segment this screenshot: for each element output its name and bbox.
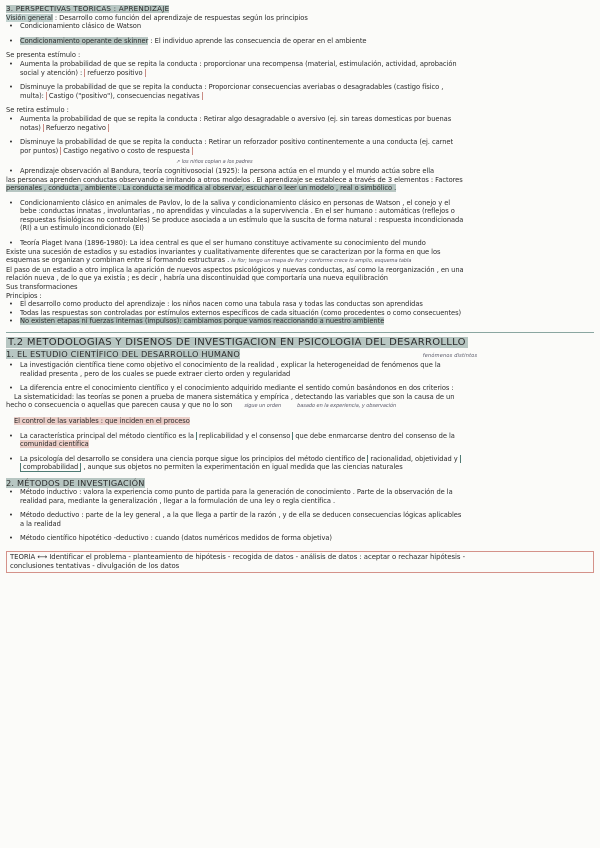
paragraph-line: realidad presenta , pero de los cuales se puede extraer cierto orden y regularidad [20,369,291,378]
list-item: • Todas las respuestas son controladas por estímulos externos específicos de cada situación (como procedentes o como consecuentes) [6,309,594,318]
list-item: • Método inductivo : valora la experiencia como punto de partida para la generación de conocimiento . Parte de la observación de la [6,488,594,497]
list-item-cont: social y atención) : refuerzo positivo [6,69,594,78]
list-item: • Aprendizaje observación al Bandura, teoría cognitivosocial (1925): la persona actúa en el mundo y el mundo actúa sobre ella [6,167,594,176]
paragraph-line: Existe una sucesión de estadios y su estadios invariantes y cualitativamente diferentes que se caracterizan por la forma en que los [6,247,441,256]
list-item: • La característica principal del método científico es la replicabilidad y el consenso que debe enmarcarse dentro del consenso de la [6,432,594,441]
subheading: Se retira estímulo : [6,106,69,115]
paragraph-line: El control de las variables : que inciden en el proceso [14,416,190,425]
list-item: • La investigación científica tiene como objetivo el conocimiento de la realidad , explicar la heterogeneidad de fenómenos que la [6,361,594,370]
list-item: • El desarrollo como producto del aprendizaje : los niños nacen como una tabula rasa y todas las conductas son aprendidas [6,300,594,309]
divider [6,332,594,333]
list-item-cont: multa): Castigo ("positivo"), consecuencias negativas [6,92,594,101]
list-item: • La diferencia entre el conocimiento científico y el conocimiento adquirido mediante el sentido común basándonos en dos criterios : [6,384,594,393]
list-item: • Método deductivo : parte de la ley general , a la que llega a partir de la razón , y de ella se deducen consecuencias lógicas aplicables [6,511,594,520]
list-item: • La psicología del desarrollo se considera una ciencia porque sigue los principios del método científico de racionalidad, objetividad y [6,455,594,464]
list-item: • Condicionamiento operante de skinner : El individuo aprende las consecuencia de operar en el ambiente [6,37,594,46]
list-item: • Método científico hipotético -deductivo : cuando (datos numéricos medidos de forma objetiva) [6,534,594,543]
list-item: • Aumenta la probabilidad de que se repita la conducta : Retirar algo desagradable o aversivo (ej. sin tareas domesticas por buenas [6,115,594,124]
paragraph-line: Sus transformaciones [6,283,78,292]
subsection-title: 2. MÉTODOS DE INVESTIGACIÓN [6,477,145,488]
theory-box [6,551,594,573]
list-item-cont: por puntos) Castigo negativo o costo de respuesta [6,147,594,156]
list-item: • Teoría Piaget Ivana (1896-1980): La idea central es que el ser humano constituye activamente su conocimiento del mundo [6,239,594,248]
theory-line: conclusiones tentativas - divulgación de los datos [10,561,180,570]
paragraph-line: a la realidad [20,519,61,528]
vision-line: Visión general : Desarrollo como función del aprendizaje de respuestas según los principios [6,13,308,22]
paragraph-line: (RI) a un estímulo incondicionado (EI) [20,224,144,233]
list-item-cont: notas) Refuerzo negativo [6,124,594,133]
paragraph-line: realidad para, mediante la generalización , llegar a la formulación de una ley o regla científica . [20,496,336,505]
paragraph-line: comunidad científica [20,440,89,449]
paragraph-line: respuestas fisiológicas no controlables) Se produce asociada a un estímulo que la suscita de forma natural : respuesta incondicionada [20,215,464,224]
handwritten-note: ↗ los niños copian a los padres [176,159,253,166]
section-title: 3. PERSPECTIVAS TEÓRICAS : APRENDIZAJE [6,5,170,13]
paragraph-line: las personas aprenden conductas observando e imitando a otros modelos . El aprendizaje se establece a través de 3 elementos : Factores [6,175,463,184]
theory-line: TEORÍA ⟷ Identificar el problema - planteamiento de hipótesis - recogida de datos - análisis de datos : aceptar o rechazar hipótesis - [10,552,466,561]
list-item: • Disminuye la probabilidad de que se repita la conducta : Proporcionar consecuencias averiabas o desagradables (castigo físico , [6,83,594,92]
list-item: • Condicionamiento clásico en animales de Pavlov, lo de la saliva y condicionamiento clásico en personas de Watson , el conejo y el [6,199,594,208]
list-item: • Aumenta la probabilidad de que se repita la conducta : proporcionar una recompensa (material, estimulación, actividad, aprobación [6,60,594,69]
list-item: • Condicionamiento clásico de Watson [6,22,594,31]
subheading: Principios : [6,291,42,300]
paragraph-line: bebe :conductas innatas , involuntarias , no aprendidas y vinculadas a la supervivencia . En el ser humano : automáticas (reflejos o [20,207,455,216]
paragraph-line: El paso de un estadio a otro implica la aparición de nuevos aspectos psicológicos y nuevas conductas, así como la reorganización , en una [6,265,464,274]
subsection-title: 1. EL ESTUDIO CIENTÍFICO DEL DESARROLLO HUMANO fenómenos distintos [6,349,478,359]
section-title: T.2 METODOLOGÍAS Y DISEÑOS DE INVESTIGACIÓN EN PSICOLOGÍA DEL DESARROLLLO [8,337,466,348]
list-item: • Disminuye la probabilidad de que se repita la conducta : Retirar un reforzador positivo continentemente a una conducta (ej. carnet [6,138,594,147]
list-item: • No existen etapas ni fuerzas internas (impulsos): cambiamos porque vamos reaccionando a nuestro ambiente [6,317,594,326]
subheading: Se presenta estímulo : [6,51,81,60]
paragraph-line: hecho o consecuencia o aquellas que parecen causa y que no lo son sigue un orden basado en la experiencia, y observación [6,401,397,410]
paragraph-line: relación nueva , de lo que ya existía ; es decir , habría una discontinuidad que comportaría una nueva equilibración [6,274,388,283]
paragraph-line: La sistematicidad: las teorías se ponen a prueba de manera sistemática y empírica , detectando las variables que son la causa de un [14,392,455,401]
paragraph-line: esquemas se organizan y combinan entre sí formando estructuras . la flor; tengo un mapa de flor y conforme crece lo amplio, esquema tabla [6,256,412,265]
paragraph-line: personales , conducta , ambiente . La conducta se modifica al observar, escuchar o leer un modelo , real o simbólico . [6,184,397,193]
paragraph-line: comprobabilidad , aunque sus objetos no permiten la experimentación en igual medida que las ciencias naturales [6,463,594,472]
